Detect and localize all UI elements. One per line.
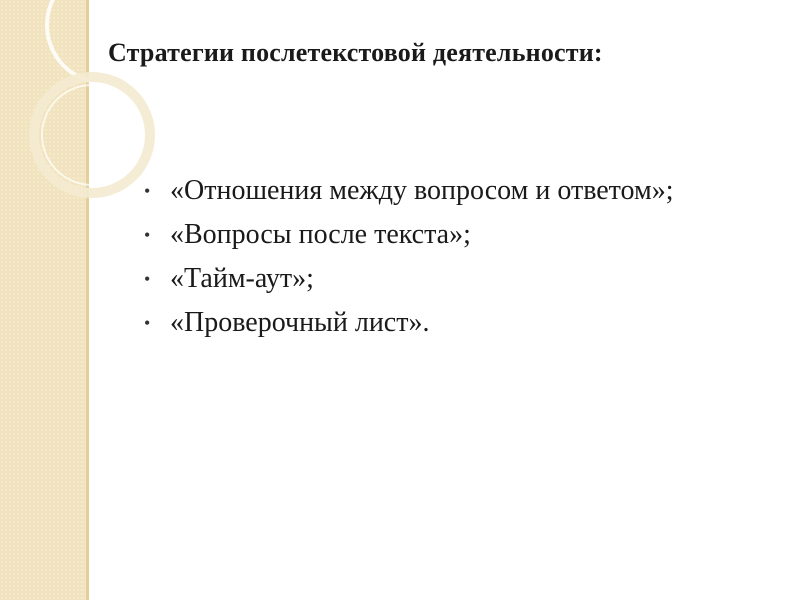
bullet-icon: • [144, 313, 151, 333]
list-item [140, 304, 760, 342]
bullet-icon: • [144, 225, 151, 245]
list-item [140, 260, 760, 298]
bullet-icon: • [144, 181, 151, 201]
list-item-text: «Отношения между вопросом и ответом»; [170, 175, 674, 206]
list-item-text: «Вопросы после текста»; [170, 219, 471, 250]
list-item-text: «Тайм-аут»; [170, 263, 314, 294]
strategy-list [140, 172, 760, 348]
decorative-circle-medium [34, 77, 150, 193]
list-item [140, 172, 760, 210]
decorative-circle-inner [42, 85, 142, 185]
slide-title: Стратегии послетекстовой деятельности: [108, 38, 603, 67]
bullet-icon: • [144, 269, 151, 289]
list-item-text: «Проверочный лист». [170, 307, 430, 338]
list-item [140, 216, 760, 254]
